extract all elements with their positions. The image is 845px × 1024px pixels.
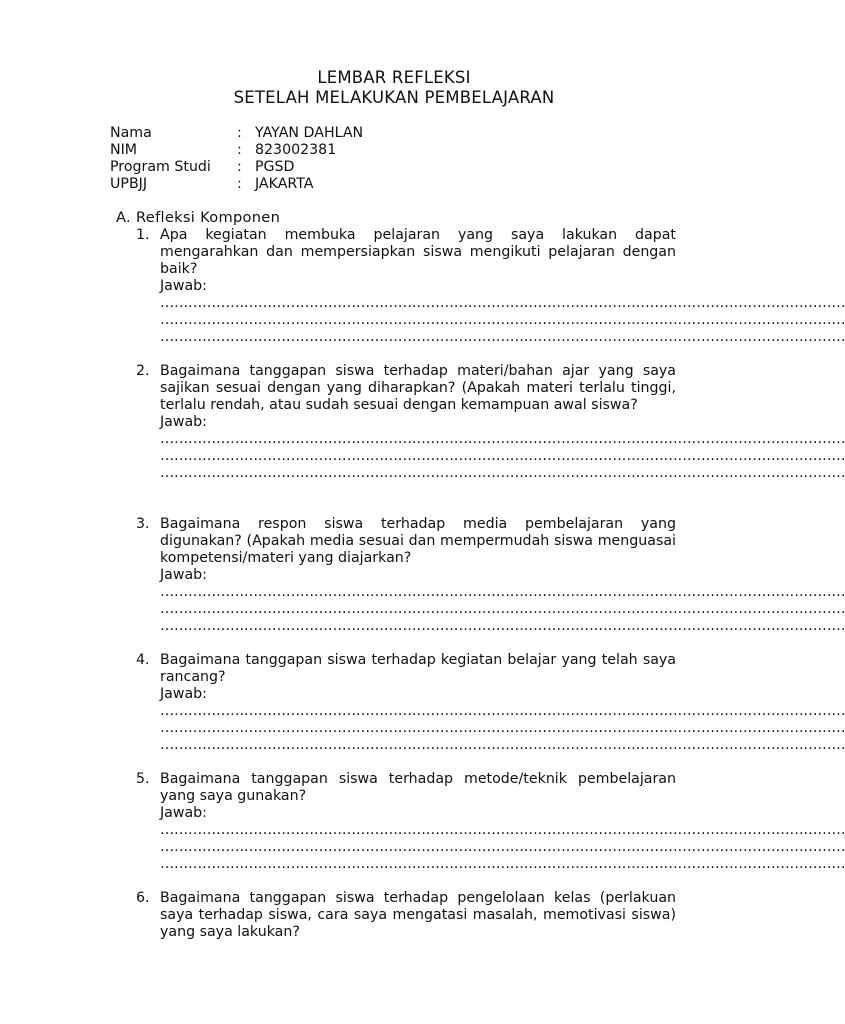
question-number: 5. — [136, 771, 150, 787]
answer-line: ………………………………………………………………………………………………………………………………… — [160, 431, 845, 447]
section-letter: A. — [116, 209, 131, 226]
identity-value: 823002381 — [255, 142, 337, 158]
answer-label: Jawab: — [160, 567, 207, 583]
identity-row-nama — [110, 125, 363, 142]
identity-row-program-studi — [110, 159, 363, 176]
identity-label: NIM — [110, 142, 138, 158]
identity-colon: : — [237, 176, 242, 192]
answer-line: ………………………………………………………………………………………………………………………………… — [160, 329, 845, 345]
answer-line: ………………………………………………………………………………………………………………………………… — [160, 839, 845, 855]
identity-colon: : — [237, 159, 242, 175]
answer-line: ………………………………………………………………………………………………………………………………… — [160, 312, 845, 328]
answer-line: ………………………………………………………………………………………………………………………………… — [160, 601, 845, 617]
answer-line: ………………………………………………………………………………………………………………………………… — [160, 448, 845, 464]
question-item-5 — [136, 771, 845, 873]
question-text: Apa kegiatan membuka pelajaran yang saya lakukan dapat mengarahkan dan mempersiapkan siswa mengikuti pelajaran dengan baik? — [160, 227, 676, 277]
question-text: Bagaimana tanggapan siswa terhadap pengelolaan kelas (perlakuan saya terhadap siswa, cara saya mengatasi masalah, memotivasi siswa) yang saya lakukan? — [160, 890, 676, 940]
answer-line: ………………………………………………………………………………………………………………………………… — [160, 295, 845, 311]
question-text: Bagaimana respon siswa terhadap media pembelajaran yang digunakan? (Apakah media sesuai dan mempermudah siswa menguasai kompetensi/materi yang diajarkan? — [160, 516, 676, 566]
answer-label: Jawab: — [160, 278, 207, 294]
answer-label: Jawab: — [160, 414, 207, 430]
question-number: 6. — [136, 890, 150, 906]
title-line-1: LEMBAR REFLEKSI — [317, 68, 471, 87]
answer-line: ………………………………………………………………………………………………………………………………… — [160, 584, 845, 600]
question-text: Bagaimana tanggapan siswa terhadap materi/bahan ajar yang saya sajikan sesuai dengan yang diharapkan? (Apakah materi terlalu tinggi, terlalu rendah, atau sudah sesuai dengan kemampuan awal siswa? — [160, 363, 676, 413]
answer-line: ………………………………………………………………………………………………………………………………… — [160, 856, 845, 872]
answer-line: ………………………………………………………………………………………………………………………………… — [160, 465, 845, 481]
identity-value: YAYAN DAHLAN — [255, 125, 364, 141]
document-title — [0, 68, 788, 108]
answer-line: ………………………………………………………………………………………………………………………………… — [160, 737, 845, 753]
question-item-4 — [136, 652, 845, 754]
answer-label: Jawab: — [160, 686, 207, 702]
identity-value: PGSD — [255, 159, 295, 175]
question-number: 3. — [136, 516, 150, 532]
question-number: 4. — [136, 652, 150, 668]
question-item-2 — [136, 363, 845, 482]
question-item-3 — [136, 516, 845, 635]
identity-row-nim — [110, 142, 363, 159]
identity-row-upbjj — [110, 176, 363, 193]
identity-label: UPBJJ — [110, 176, 148, 192]
answer-line: ………………………………………………………………………………………………………………………………… — [160, 720, 845, 736]
identity-label: Program Studi — [110, 159, 211, 175]
question-item-6 — [136, 890, 676, 941]
answer-label: Jawab: — [160, 805, 207, 821]
question-number: 1. — [136, 227, 150, 243]
section-a-heading — [116, 209, 280, 227]
question-text: Bagaimana tanggapan siswa terhadap kegiatan belajar yang telah saya rancang? — [160, 652, 676, 685]
question-number: 2. — [136, 363, 150, 379]
answer-line: ………………………………………………………………………………………………………………………………… — [160, 822, 845, 838]
identity-block — [110, 125, 363, 193]
identity-colon: : — [237, 125, 242, 141]
title-line-2: SETELAH MELAKUKAN PEMBELAJARAN — [233, 88, 555, 107]
answer-line: ………………………………………………………………………………………………………………………………… — [160, 618, 845, 634]
section-title: Refleksi Komponen — [136, 209, 281, 226]
question-item-1 — [136, 227, 845, 346]
answer-line: ………………………………………………………………………………………………………………………………… — [160, 703, 845, 719]
identity-value: JAKARTA — [255, 176, 314, 192]
identity-label: Nama — [110, 125, 152, 141]
identity-colon: : — [237, 142, 242, 158]
question-text: Bagaimana tanggapan siswa terhadap metode/teknik pembelajaran yang saya gunakan? — [160, 771, 676, 804]
